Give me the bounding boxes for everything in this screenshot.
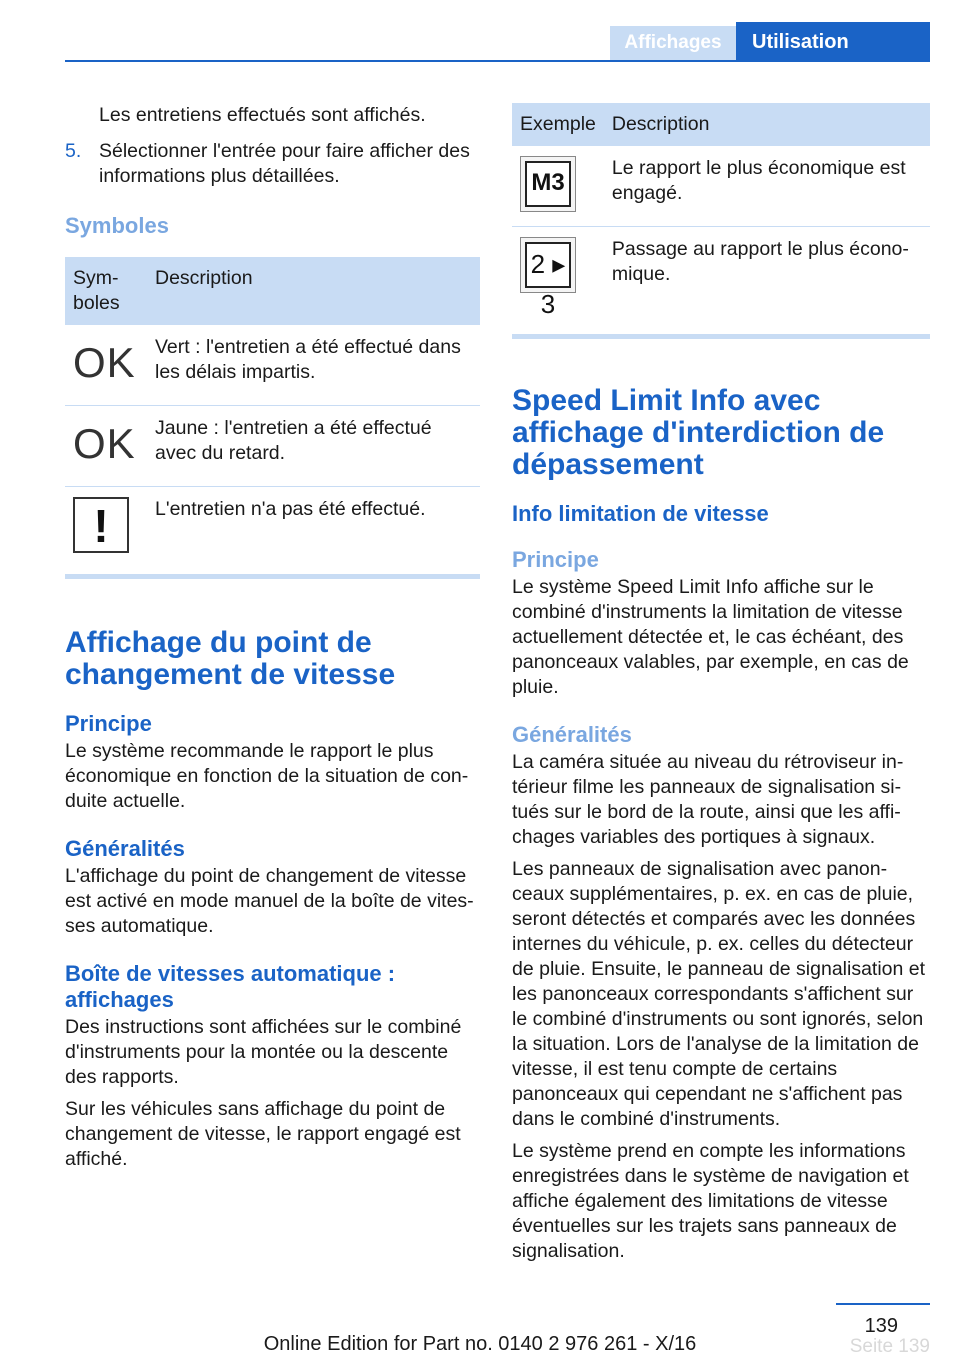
list-item-5 <box>65 139 480 189</box>
ok-yellow-icon: OK <box>73 420 136 467</box>
gear-m3-icon <box>520 156 576 212</box>
table-end-rule <box>65 574 480 579</box>
header-chapter-tab: Utilisation <box>736 22 930 62</box>
principe-heading: Principe <box>65 711 152 736</box>
symbol-cell <box>65 487 147 575</box>
table-header-example: Exemple <box>512 103 604 146</box>
gear-shift-label: 2 ▸ 3 <box>525 242 571 288</box>
footer-rule <box>836 1303 930 1305</box>
description-cell: Passage au rapport le plus économique. <box>611 238 909 285</box>
symbols-table <box>65 257 480 574</box>
generalites-text-3: Le système prend en compte les informations enregistrées dans le système de navigation et affiche également des limitations de vitesse éventuelles sur les trajets sans panneaux de signalisation. <box>512 1140 909 1262</box>
table-header-description: Description <box>147 257 480 325</box>
generalites-heading: Généralités <box>512 722 632 747</box>
description-cell: Vert : l'entretien a été effectué dans les délais impartis. <box>147 325 480 406</box>
list-number: 5. <box>65 140 82 162</box>
ok-green-icon: OK <box>73 339 136 386</box>
section-title-speed-limit: Speed Limit Info avec affichage d'interdiction de dépassement <box>512 384 885 481</box>
symboles-heading: Symboles <box>65 213 169 238</box>
warning-exclamation-icon <box>73 497 129 553</box>
table-row <box>65 406 480 487</box>
generalites-text: L'affichage du point de changement de vitesse est activé en mode manuel de la boîte de vitesses automatique. <box>65 865 474 937</box>
header-rule <box>65 60 930 62</box>
gear-shift-up-icon <box>520 237 576 319</box>
symbol-cell <box>512 146 604 227</box>
principe-text: Le système Speed Limit Info affiche sur le combiné d'instruments la limitation de vitesse actuellement détectée et, le cas échéant, des panonceaux valables, par exemple, en cas de pluie. <box>512 576 909 698</box>
page-number: 139 <box>864 1315 898 1337</box>
symbol-cell <box>65 325 147 406</box>
exclamation-glyph: ! <box>93 500 109 552</box>
generalites-heading: Généralités <box>65 836 185 861</box>
section-title-shift-point: Affichage du point de changement de vitesse <box>65 626 396 691</box>
list-intro-text: Les entretiens effectués sont affichés. <box>99 104 426 126</box>
table-header-row <box>512 103 930 146</box>
left-column <box>65 103 480 1172</box>
table-row <box>512 146 930 227</box>
table-row <box>65 487 480 575</box>
watermark: Seite 139 <box>849 1336 930 1357</box>
table-header-row <box>65 257 480 325</box>
principe-heading: Principe <box>512 547 599 572</box>
table-row <box>65 325 480 406</box>
generalites-text-2: Les panneaux de signalisation avec panonceaux supplémentaires, p. ex. en cas de pluie, seront détectés et comparés avec les données internes du véhicule, p. ex. celles du détecteur de pluie. Ensuite, le panneau de signalisation et les panonceaux correspondants s'affichent sur le combiné d'instruments ou sont ignorés, selon la situation. Lors de l'analyse de la limitation de vitesse, il est tenu compte de certains panonceaux qui cependant ne s'affichent pas dans le combiné d'instruments. <box>512 858 926 1130</box>
right-column <box>512 103 930 1264</box>
table-row <box>512 227 930 335</box>
description-cell: L'entretien n'a pas été effectué. <box>155 498 426 520</box>
example-table <box>512 103 930 334</box>
symbol-cell <box>65 406 147 487</box>
info-limitation-heading: Info limitation de vitesse <box>512 501 769 526</box>
table-end-rule <box>512 334 930 339</box>
boite-heading: Boîte de vitesses automatique : affichages <box>65 961 396 1012</box>
boite-text-1: Des instructions sont affichées sur le combiné d'instruments pour la montée ou la descente des rapports. <box>65 1016 462 1088</box>
table-header-symbols: Symboles <box>65 257 147 325</box>
principe-text: Le système recommande le rapport le plus économique en fonction de la situation de conduite actuelle. <box>65 740 469 812</box>
boite-text-2: Sur les véhicules sans affichage du point de changement de vitesse, le rapport engagé est affiché. <box>65 1098 461 1170</box>
edition-text: Online Edition for Part no. 0140 2 976 261 - X/16 <box>263 1333 697 1355</box>
list-item-text: Sélectionner l'entrée pour faire afficher des informations plus détaillées. <box>99 140 470 187</box>
symbol-cell <box>512 227 604 335</box>
generalites-text-1: La caméra située au niveau du rétroviseur intérieur filme les panneaux de signalisation situés sur le bord de la route, ainsi que les affichages variables des portiques à signaux. <box>512 751 904 848</box>
description-cell: Le rapport le plus économique est engagé. <box>604 146 930 227</box>
header-section-tab: Affichages <box>610 26 736 62</box>
description-cell: Jaune : l'entretien a été effectué avec du retard. <box>147 406 480 487</box>
table-header-description: Description <box>604 103 930 146</box>
gear-m3-label: M3 <box>525 161 571 207</box>
